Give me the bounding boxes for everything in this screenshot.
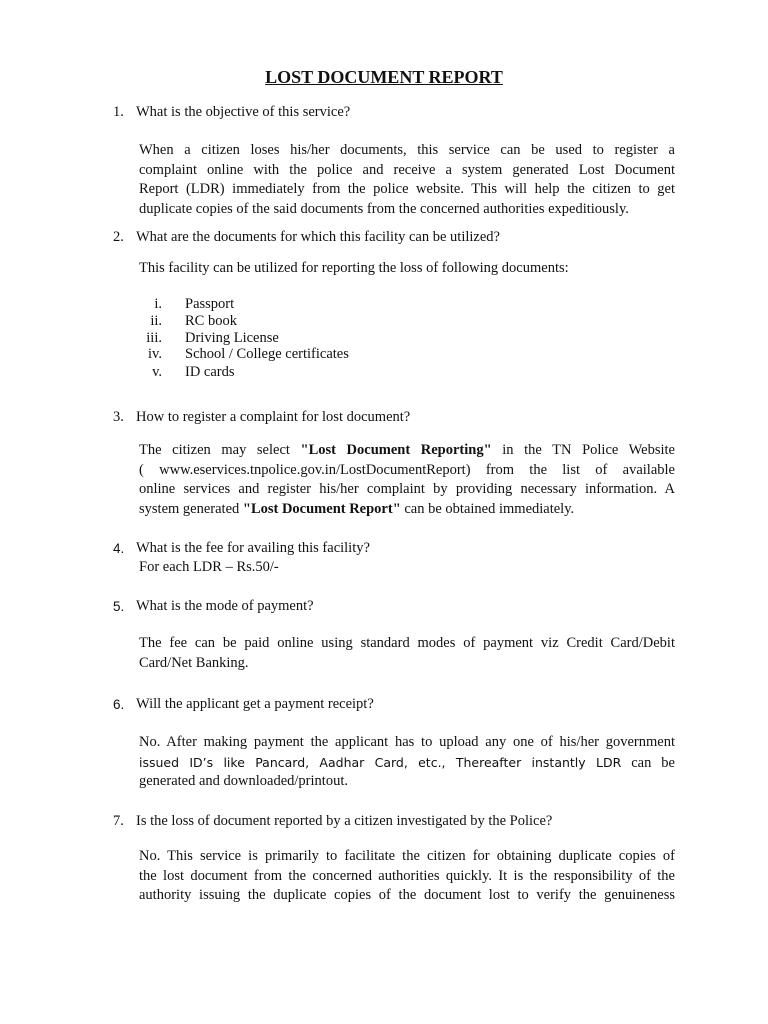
list-item-id-cards: ID cards — [185, 364, 235, 380]
answer-7-line-1: No. This service is primarily to facilitate the citizen for obtaining duplicate copies of — [139, 848, 675, 864]
question-4-text: What is the fee for availing this facility? — [136, 540, 370, 556]
answer-6-line-2: issued ID’s like Pancard, Aadhar Card, etc., Thereafter instantly LDR can be — [139, 754, 675, 771]
question-2-number: 2. — [113, 229, 124, 245]
question-7-number: 7. — [113, 813, 124, 829]
answer-6-line-1: No. After making payment the applicant has to upload any one of his/her government — [139, 734, 675, 750]
question-2-text: What are the documents for which this facility can be utilized? — [136, 229, 500, 245]
answer-5-line-2: Card/Net Banking. — [139, 654, 249, 671]
lost-document-report-label: "Lost Document Report" — [242, 500, 401, 517]
list-item-certificates: School / College certificates — [185, 346, 349, 362]
answer-7 — [139, 847, 675, 906]
question-4-number: 4. — [113, 541, 125, 556]
question-1-number: 1. — [113, 104, 124, 120]
answer-3 — [139, 441, 675, 519]
answer-6-line-3: generated and downloaded/printout. — [139, 773, 348, 790]
website-url: www.eservices.tnpolice.gov.in/LostDocumentReport — [143, 461, 466, 478]
answer-5-line-1: The fee can be paid online using standard modes of payment viz Credit Card/Debit — [139, 635, 675, 651]
question-6-text: Will the applicant get a payment receipt? — [136, 696, 374, 712]
question-3-text: How to register a complaint for lost document? — [136, 409, 411, 425]
question-6-number: 6. — [113, 697, 125, 712]
answer-4: For each LDR – Rs.50/- — [139, 559, 279, 575]
answer-2-intro: This facility can be utilized for reporting the loss of following documents: — [139, 260, 569, 276]
list-item-numeral: i. — [154, 296, 162, 312]
answer-1 — [139, 141, 675, 219]
answer-6 — [139, 733, 675, 792]
answer-7-line-2: the lost document from the concerned authorities quickly. It is the responsibility of the — [139, 867, 675, 884]
question-3-number: 3. — [113, 409, 124, 425]
list-item-passport: Passport — [185, 296, 235, 312]
answer-1-line-3: Report (LDR) immediately from the police website. This will help the citizen to get — [139, 181, 675, 198]
question-1-text: What is the objective of this service? — [136, 104, 351, 120]
answer-3-line-4: system generated "Lost Document Report" can be obtained immediately. — [139, 500, 575, 517]
list-item-numeral: iii. — [146, 330, 162, 346]
list-item-numeral: v. — [152, 364, 162, 380]
list-item-rc-book: RC book — [185, 313, 237, 329]
answer-7-line-3: authority issuing the duplicate copies of the document lost to verify the genuineness — [139, 887, 675, 904]
answer-3-line-2: ( www.eservices.tnpolice.gov.in/LostDocumentReport) from the list of available — [139, 461, 675, 478]
list-item-numeral: ii. — [150, 313, 162, 329]
answer-1-line-1: When a citizen loses his/her documents, this service can be used to register a — [139, 142, 675, 158]
question-5-text: What is the mode of payment? — [136, 598, 314, 614]
list-item-driving-license: Driving License — [185, 330, 279, 346]
question-7-text: Is the loss of document reported by a citizen investigated by the Police? — [136, 813, 553, 829]
list-item-numeral: iv. — [148, 346, 162, 362]
answer-5 — [139, 634, 675, 673]
answer-1-line-2: complaint online with the police and receive a system generated Lost Document — [139, 161, 675, 178]
answer-1-line-4: duplicate copies of the said documents from the concerned authorities expeditiously. — [139, 200, 629, 217]
answer-3-line-3: online services and register his/her complaint by providing necessary information. A — [139, 481, 675, 498]
question-5-number: 5. — [113, 599, 125, 614]
answer-3-line-1: The citizen may select "Lost Document Reporting" in the TN Police Website — [139, 442, 675, 458]
page-title: LOST DOCUMENT REPORT — [265, 67, 503, 87]
lost-document-reporting-label: "Lost Document Reporting" — [300, 442, 492, 458]
